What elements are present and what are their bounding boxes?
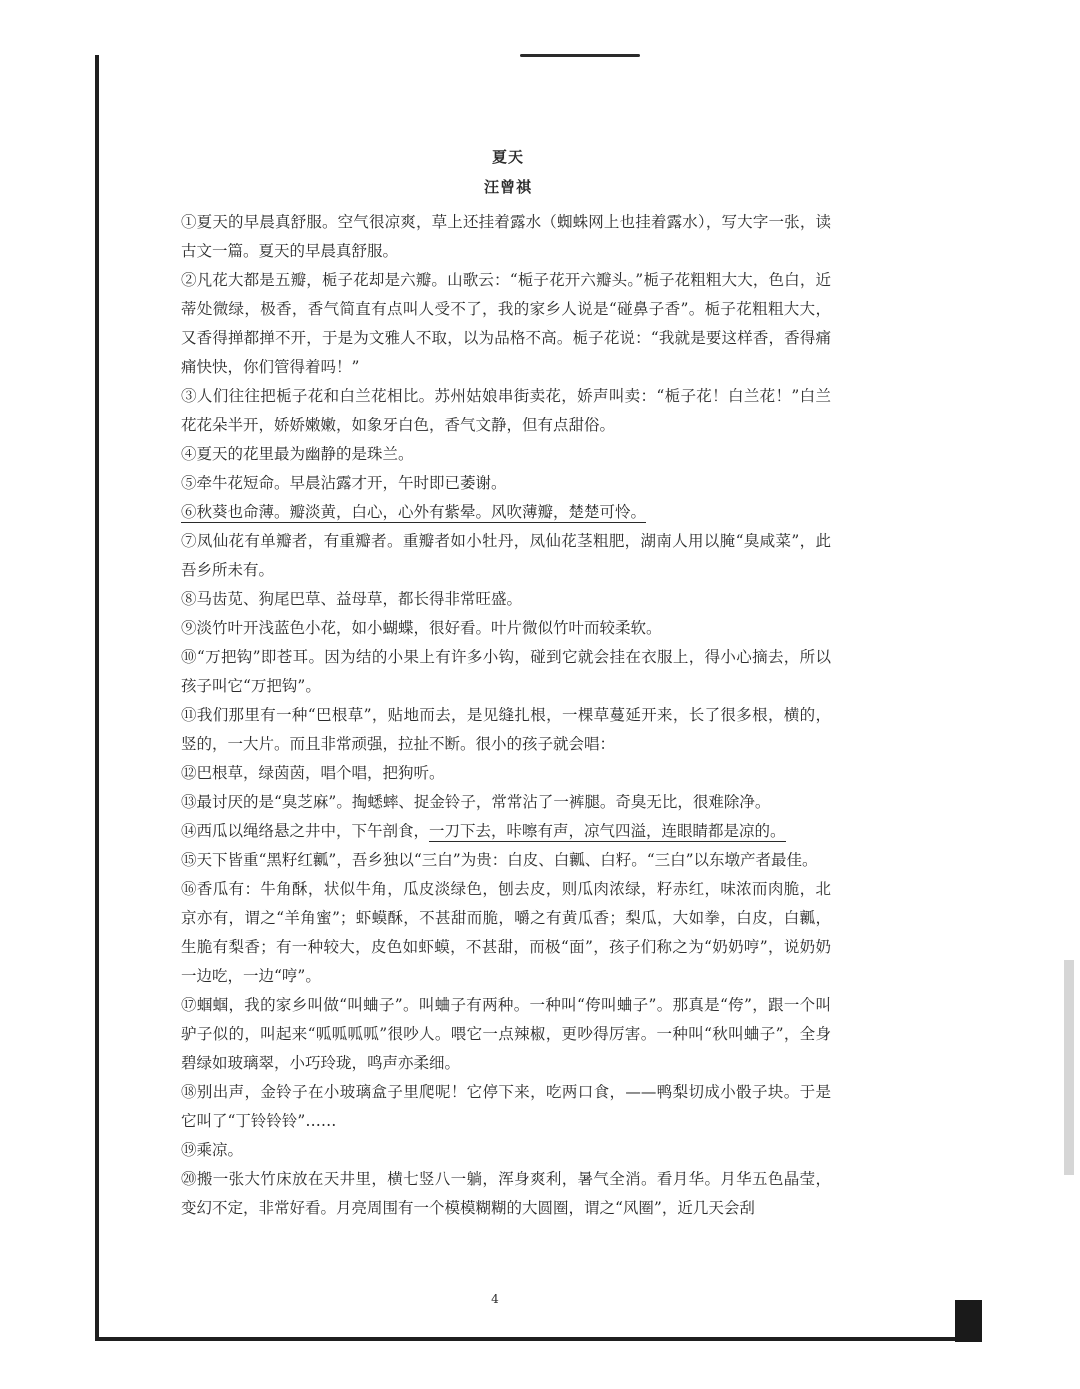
paragraph: ⑰蝈蝈，我的家乡叫做“叫蛐子”。叫蛐子有两种。一种叫“侉叫蛐子”。那真是“侉”，跟一个叫驴子似的，叫起来“呱呱呱呱”很吵人。喂它一点辣椒，更吵得厉害。一种叫“秋叫蛐子”，全身碧绿如玻璃翠，小巧玲珑，鸣声亦柔细。 (181, 996, 831, 1072)
paragraph: ④夏天的花里最为幽静的是珠兰。 (181, 445, 414, 463)
page-number: 4 (491, 1292, 499, 1306)
paragraph-lead: ⑭西瓜以绳络悬之井中，下午剖食， (181, 822, 430, 840)
paragraph-partially-underlined (181, 817, 831, 846)
document-title: 夏天 (491, 148, 524, 166)
paragraph: ⑧马齿苋、狗尾巴草、益母草，都长得非常旺盛。 (181, 590, 523, 608)
scan-corner-shadow (955, 1300, 982, 1342)
paragraph: ⑮天下皆重“黑籽红瓤”，吾乡独以“三白”为贵：白皮、白瓤、白籽。“三白”以东墩产者最佳。 (181, 851, 818, 869)
paragraph: ⑯香瓜有：牛角酥，状似牛角，瓜皮淡绿色，刨去皮，则瓜肉浓绿，籽赤红，味浓而肉脆，北京亦有，谓之“羊角蜜”；虾蟆酥，不甚甜而脆，嚼之有黄瓜香；梨瓜，大如拳，白皮，白瓤，生脆有梨香；有一种较大，皮色如虾蟆，不甚甜，而极“面”，孩子们称之为“奶奶哼”，说奶奶一边吃，一边“哼”。 (181, 880, 831, 985)
scan-border-right (1064, 960, 1074, 1175)
paragraph: ②凡花大都是五瓣，栀子花却是六瓣。山歌云：“栀子花开六瓣头。”栀子花粗粗大大，色白，近蒂处微绿，极香，香气简直有点叫人受不了，我的家乡人说是“碰鼻子香”。栀子花粗粗大大，又香得掸都掸不开，于是为文雅人不取，以为品格不高。栀子花说：“我就是要这样香，香得痛痛快快，你们管得着吗！” (181, 271, 831, 376)
paragraph: ⑪我们那里有一种“巴根草”，贴地而去，是见缝扎根，一棵草蔓延开来，长了很多根，横的，竖的，一大片。而且非常顽强，拉扯不断。很小的孩子就会唱： (181, 706, 831, 753)
scan-border-bottom (95, 1337, 955, 1341)
paragraph: ⑲乘凉。 (181, 1141, 244, 1159)
paragraph: ⑫巴根草，绿茵茵，唱个唱，把狗听。 (181, 764, 445, 782)
paragraph: ③人们往往把栀子花和白兰花相比。苏州姑娘串街卖花，娇声叫卖：“栀子花！白兰花！”白兰花花朵半开，娇娇嫩嫩，如象牙白色，香气文静，但有点甜俗。 (181, 387, 831, 434)
scan-border-left (95, 55, 99, 1340)
paragraph: ①夏天的早晨真舒服。空气很凉爽，草上还挂着露水（蜘蛛网上也挂着露水），写大字一张，读古文一篇。夏天的早晨真舒服。 (181, 213, 831, 260)
paragraph: ⑨淡竹叶开浅蓝色小花，如小蝴蝶，很好看。叶片微似竹叶而较柔软。 (181, 619, 662, 637)
article-body (181, 208, 831, 1223)
paragraph: ⑬最讨厌的是“臭芝麻”。掏蟋蟀、捉金铃子，常常沾了一裤腿。奇臭无比，很难除净。 (181, 793, 771, 811)
paragraph: ⑳搬一张大竹床放在天井里，横七竖八一躺，浑身爽利，暑气全消。看月华。月华五色晶莹，变幻不定，非常好看。月亮周围有一个模模糊糊的大圆圈，谓之“风圈”，近几天会刮 (181, 1170, 831, 1217)
scan-border-top (520, 54, 640, 57)
paragraph: ⑩“万把钩”即苍耳。因为结的小果上有许多小钩，碰到它就会挂在衣服上，得小心摘去，所以孩子叫它“万把钩”。 (181, 648, 831, 695)
underlined-sentence: 一刀下去，咔嚓有声，凉气四溢，连眼睛都是凉的。 (429, 822, 786, 840)
paragraph: ⑤牵牛花短命。早晨沾露才开，午时即已萎谢。 (181, 474, 507, 492)
document-author: 汪曾祺 (483, 178, 532, 196)
paragraph-underlined (181, 498, 831, 527)
paragraph: ⑦凤仙花有单瓣者，有重瓣者。重瓣者如小牡丹，凤仙花茎粗肥，湖南人用以腌“臭咸菜”，此吾乡所未有。 (181, 532, 831, 579)
paragraph: ⑱别出声，金铃子在小玻璃盒子里爬呢！它停下来，吃两口食，——鸭梨切成小骰子块。于是它叫了“丁铃铃铃”…… (181, 1083, 831, 1130)
underlined-sentence: ⑥秋葵也命薄。瓣淡黄，白心，心外有紫晕。风吹薄瓣，楚楚可怜。 (181, 503, 647, 521)
